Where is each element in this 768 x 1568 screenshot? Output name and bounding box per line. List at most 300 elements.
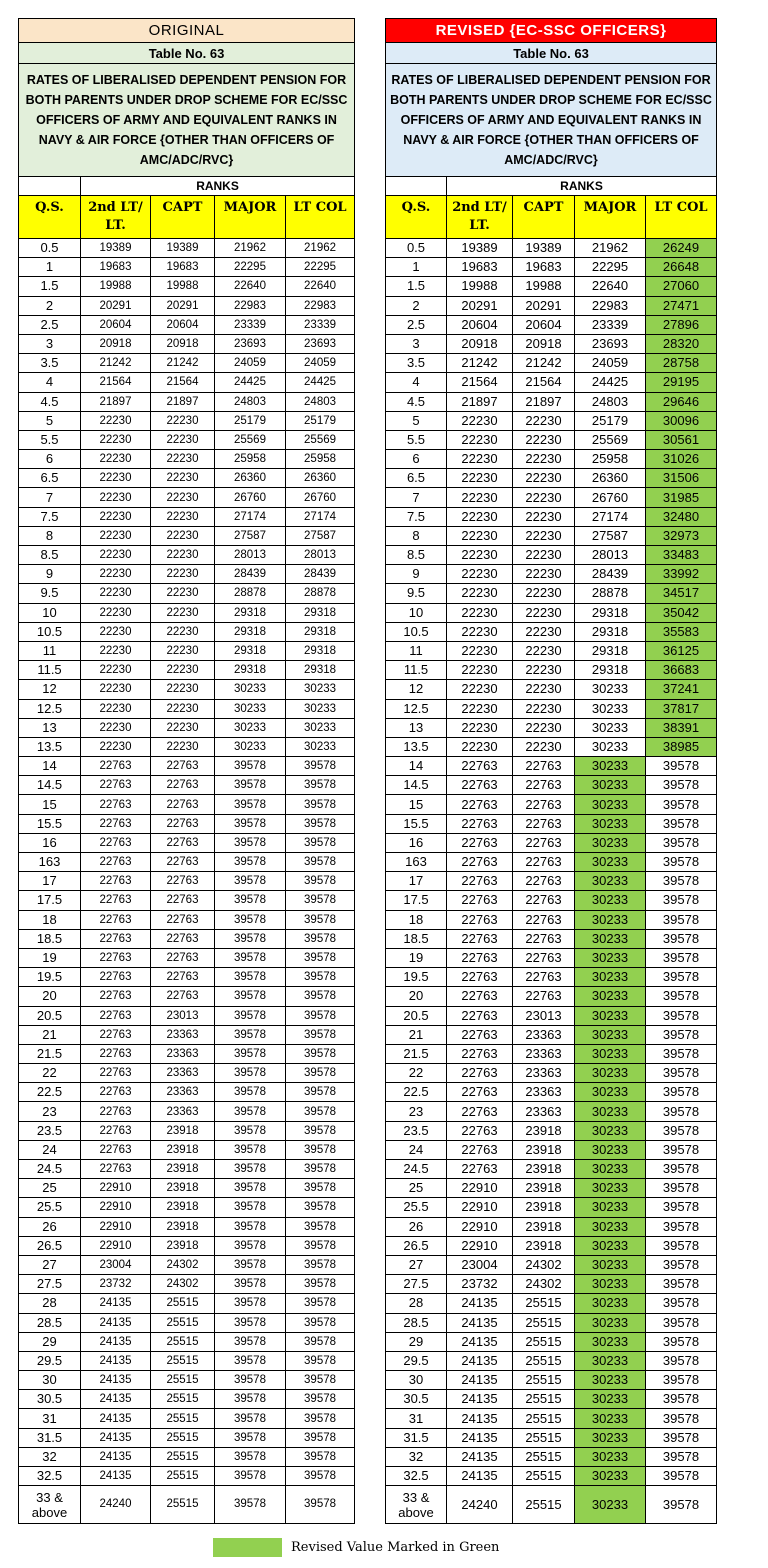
cell-qs: 0.5: [19, 239, 81, 258]
cell-major: 39578: [215, 1121, 286, 1140]
cell-qs: 16: [19, 833, 81, 852]
cell-2nd-lt: 22763: [81, 814, 151, 833]
cell-lt-col: 39578: [646, 1332, 717, 1351]
cell-major: 39578: [215, 910, 286, 929]
cell-major: 29318: [575, 622, 646, 641]
cell-2nd-lt: 24135: [81, 1371, 151, 1390]
cell-major: 24803: [575, 392, 646, 411]
cell-qs: 32.5: [386, 1467, 447, 1486]
cell-major: 30233: [575, 1217, 646, 1236]
column-header-2nd-lt: 2nd LT/ LT.: [447, 196, 513, 239]
cell-capt: 22763: [513, 872, 575, 891]
cell-2nd-lt: 24135: [447, 1294, 513, 1313]
cell-capt: 25515: [513, 1351, 575, 1370]
table-row: [19, 603, 355, 622]
cell-lt-col: 29318: [286, 641, 355, 660]
cell-capt: 22230: [513, 526, 575, 545]
cell-qs: 6.5: [386, 469, 447, 488]
table-row: [386, 1294, 717, 1313]
table-row: [19, 680, 355, 699]
cell-major: 39578: [215, 968, 286, 987]
cell-capt: 21897: [513, 392, 575, 411]
cell-2nd-lt: 22230: [81, 699, 151, 718]
cell-2nd-lt: 22763: [81, 833, 151, 852]
cell-lt-col: 39578: [646, 1467, 717, 1486]
cell-capt: 22763: [151, 776, 215, 795]
revised-table-number: Table No. 63: [386, 43, 717, 64]
cell-major: 30233: [575, 1390, 646, 1409]
table-row: [19, 1275, 355, 1294]
column-header-qs: Q.S.: [19, 196, 81, 239]
table-row: [386, 1198, 717, 1217]
cell-major: 30233: [575, 1486, 646, 1524]
cell-major: 30233: [575, 1313, 646, 1332]
cell-major: 24425: [575, 373, 646, 392]
cell-lt-col: 28013: [286, 546, 355, 565]
cell-lt-col: 39578: [286, 1313, 355, 1332]
column-header-capt: CAPT: [151, 196, 215, 239]
cell-lt-col: 26760: [286, 488, 355, 507]
cell-capt: 23363: [513, 1102, 575, 1121]
cell-2nd-lt: 22763: [447, 872, 513, 891]
cell-lt-col: 30096: [646, 411, 717, 430]
cell-capt: 25515: [151, 1486, 215, 1524]
cell-major: 30233: [575, 987, 646, 1006]
cell-qs: 20.5: [386, 1006, 447, 1025]
cell-2nd-lt: 22230: [447, 699, 513, 718]
cell-2nd-lt: 22763: [447, 1064, 513, 1083]
table-row: [19, 1409, 355, 1428]
cell-major: 30233: [575, 1160, 646, 1179]
cell-lt-col: 27587: [286, 526, 355, 545]
cell-lt-col: 30233: [286, 680, 355, 699]
cell-capt: 19389: [513, 239, 575, 258]
cell-major: 39578: [215, 1083, 286, 1102]
cell-major: 28878: [215, 584, 286, 603]
cell-capt: 23918: [513, 1121, 575, 1140]
cell-qs: 9: [386, 565, 447, 584]
table-row: [19, 296, 355, 315]
cell-lt-col: 39578: [646, 814, 717, 833]
cell-capt: 22230: [513, 565, 575, 584]
cell-major: 30233: [575, 833, 646, 852]
cell-capt: 22763: [513, 968, 575, 987]
cell-qs: 19.5: [19, 968, 81, 987]
table-row: [19, 1294, 355, 1313]
cell-major: 30233: [575, 1294, 646, 1313]
cell-major: 30233: [575, 1236, 646, 1255]
cell-capt: 25515: [513, 1390, 575, 1409]
table-row: [386, 1313, 717, 1332]
cell-lt-col: 24059: [286, 354, 355, 373]
table-row: [386, 699, 717, 718]
cell-2nd-lt: 24135: [81, 1313, 151, 1332]
cell-major: 29318: [215, 661, 286, 680]
cell-lt-col: 39578: [286, 1467, 355, 1486]
cell-major: 39578: [215, 948, 286, 967]
cell-qs: 14: [19, 757, 81, 776]
cell-2nd-lt: 22763: [81, 1083, 151, 1102]
table-row: [19, 795, 355, 814]
cell-capt: 22230: [513, 603, 575, 622]
revised-ranks-label: RANKS: [447, 177, 717, 196]
cell-lt-col: 39578: [646, 987, 717, 1006]
cell-qs: 30.5: [386, 1390, 447, 1409]
table-row: [386, 968, 717, 987]
cell-lt-col: 39578: [286, 833, 355, 852]
cell-lt-col: 39578: [646, 1486, 717, 1524]
cell-lt-col: 36125: [646, 641, 717, 660]
table-row: [386, 622, 717, 641]
cell-major: 30233: [575, 968, 646, 987]
cell-capt: 22230: [151, 737, 215, 756]
cell-2nd-lt: 22230: [81, 661, 151, 680]
cell-2nd-lt: 24135: [447, 1313, 513, 1332]
cell-capt: 22230: [513, 450, 575, 469]
cell-lt-col: 39578: [286, 1140, 355, 1159]
cell-major: 21962: [575, 239, 646, 258]
cell-capt: 23363: [513, 1025, 575, 1044]
cell-2nd-lt: 24135: [447, 1351, 513, 1370]
table-row: [19, 929, 355, 948]
cell-major: 30233: [575, 795, 646, 814]
table-row: [19, 526, 355, 545]
cell-2nd-lt: 22763: [447, 1083, 513, 1102]
cell-major: 30233: [575, 757, 646, 776]
cell-lt-col: 39578: [646, 1428, 717, 1447]
cell-capt: 22230: [513, 488, 575, 507]
cell-qs: 9.5: [19, 584, 81, 603]
cell-major: 22983: [575, 296, 646, 315]
cell-qs: 28: [386, 1294, 447, 1313]
cell-major: 39578: [215, 1447, 286, 1466]
cell-capt: 22230: [513, 430, 575, 449]
cell-2nd-lt: 24135: [447, 1390, 513, 1409]
cell-qs: 25: [386, 1179, 447, 1198]
table-row: [386, 776, 717, 795]
cell-major: 39578: [215, 872, 286, 891]
table-row: [19, 239, 355, 258]
cell-2nd-lt: 24135: [81, 1351, 151, 1370]
cell-qs: 22.5: [19, 1083, 81, 1102]
cell-2nd-lt: 22230: [81, 507, 151, 526]
cell-2nd-lt: 24135: [447, 1447, 513, 1466]
cell-qs: 7.5: [19, 507, 81, 526]
table-row: [386, 814, 717, 833]
cell-capt: 22763: [513, 814, 575, 833]
cell-capt: 20604: [513, 315, 575, 334]
cell-lt-col: 39578: [646, 1121, 717, 1140]
cell-capt: 22230: [151, 603, 215, 622]
cell-major: 39578: [215, 1313, 286, 1332]
cell-qs: 25: [19, 1179, 81, 1198]
cell-capt: 25515: [151, 1371, 215, 1390]
cell-major: 39578: [215, 1294, 286, 1313]
table-row: [19, 737, 355, 756]
cell-lt-col: 26648: [646, 258, 717, 277]
cell-qs: 24.5: [386, 1160, 447, 1179]
cell-2nd-lt: 22763: [447, 757, 513, 776]
cell-major: 39578: [215, 929, 286, 948]
cell-lt-col: 22295: [286, 258, 355, 277]
table-row: [19, 1371, 355, 1390]
cell-capt: 25515: [513, 1447, 575, 1466]
cell-lt-col: 33992: [646, 565, 717, 584]
cell-lt-col: 26249: [646, 239, 717, 258]
table-row: [19, 872, 355, 891]
table-row: [386, 737, 717, 756]
cell-major: 39578: [215, 1140, 286, 1159]
cell-major: 30233: [575, 1102, 646, 1121]
cell-capt: 25515: [513, 1486, 575, 1524]
cell-2nd-lt: 24135: [447, 1332, 513, 1351]
table-row: [19, 411, 355, 430]
cell-capt: 24302: [151, 1275, 215, 1294]
cell-2nd-lt: 22763: [81, 1044, 151, 1063]
cell-2nd-lt: 20291: [81, 296, 151, 315]
cell-2nd-lt: 22763: [447, 1025, 513, 1044]
cell-major: 30233: [575, 1332, 646, 1351]
cell-capt: 25515: [513, 1409, 575, 1428]
cell-capt: 22763: [513, 987, 575, 1006]
cell-major: 25179: [575, 411, 646, 430]
cell-2nd-lt: 22763: [81, 757, 151, 776]
cell-qs: 28: [19, 1294, 81, 1313]
cell-qs: 29.5: [386, 1351, 447, 1370]
cell-major: 39578: [215, 1217, 286, 1236]
cell-capt: 25515: [151, 1467, 215, 1486]
cell-major: 30233: [575, 1121, 646, 1140]
cell-2nd-lt: 22230: [81, 622, 151, 641]
table-row: [19, 853, 355, 872]
cell-qs: 16: [386, 833, 447, 852]
cell-capt: 25515: [151, 1390, 215, 1409]
table-row: [386, 833, 717, 852]
cell-lt-col: 30233: [286, 718, 355, 737]
cell-2nd-lt: 24135: [81, 1332, 151, 1351]
cell-capt: 22230: [513, 718, 575, 737]
cell-lt-col: 39578: [286, 1428, 355, 1447]
cell-major: 30233: [575, 910, 646, 929]
table-row: [19, 1064, 355, 1083]
cell-qs: 1: [386, 258, 447, 277]
cell-capt: 19683: [513, 258, 575, 277]
table-row: [19, 1083, 355, 1102]
cell-capt: 23918: [151, 1198, 215, 1217]
cell-capt: 22763: [151, 757, 215, 776]
cell-qs: 19: [19, 948, 81, 967]
column-header-lt-col: LT COL: [646, 196, 717, 239]
cell-2nd-lt: 22230: [447, 488, 513, 507]
cell-major: 26760: [215, 488, 286, 507]
cell-lt-col: 39578: [646, 910, 717, 929]
table-row: [386, 1025, 717, 1044]
cell-qs: 8.5: [386, 546, 447, 565]
cell-2nd-lt: 22230: [81, 430, 151, 449]
table-row: [19, 373, 355, 392]
cell-qs: 11.5: [386, 661, 447, 680]
table-row: [386, 526, 717, 545]
cell-capt: 22763: [513, 853, 575, 872]
cell-qs: 3: [386, 334, 447, 353]
cell-major: 39578: [215, 1064, 286, 1083]
cell-2nd-lt: 19389: [447, 239, 513, 258]
cell-qs: 1.5: [386, 277, 447, 296]
cell-lt-col: 39578: [286, 1179, 355, 1198]
table-row: [19, 546, 355, 565]
original-table: [18, 18, 355, 1524]
cell-2nd-lt: 20604: [81, 315, 151, 334]
table-row: [386, 1236, 717, 1255]
cell-2nd-lt: 22763: [447, 1160, 513, 1179]
cell-capt: 22230: [151, 584, 215, 603]
cell-2nd-lt: 22763: [447, 929, 513, 948]
cell-capt: 22763: [151, 814, 215, 833]
cell-2nd-lt: 22763: [81, 1006, 151, 1025]
cell-2nd-lt: 24135: [81, 1428, 151, 1447]
column-header-major: MAJOR: [215, 196, 286, 239]
cell-2nd-lt: 22763: [81, 795, 151, 814]
cell-qs: 32.5: [19, 1467, 81, 1486]
cell-qs: 12.5: [19, 699, 81, 718]
cell-major: 30233: [575, 948, 646, 967]
cell-lt-col: 39578: [646, 1044, 717, 1063]
cell-capt: 22230: [151, 680, 215, 699]
table-row: [386, 258, 717, 277]
cell-2nd-lt: 23004: [447, 1255, 513, 1274]
table-row: [386, 392, 717, 411]
table-row: [19, 469, 355, 488]
cell-capt: 22230: [513, 737, 575, 756]
cell-lt-col: 37817: [646, 699, 717, 718]
cell-qs: 25.5: [19, 1198, 81, 1217]
cell-lt-col: 32973: [646, 526, 717, 545]
cell-lt-col: 33483: [646, 546, 717, 565]
cell-major: 30233: [575, 1140, 646, 1159]
cell-2nd-lt: 22763: [81, 1160, 151, 1179]
table-row: [19, 258, 355, 277]
cell-qs: 10: [386, 603, 447, 622]
cell-lt-col: 39578: [646, 1217, 717, 1236]
cell-2nd-lt: 19988: [447, 277, 513, 296]
cell-capt: 25515: [151, 1428, 215, 1447]
cell-lt-col: 22983: [286, 296, 355, 315]
column-header-qs: Q.S.: [386, 196, 447, 239]
cell-capt: 21564: [151, 373, 215, 392]
cell-lt-col: 28439: [286, 565, 355, 584]
cell-lt-col: 39578: [646, 1102, 717, 1121]
cell-capt: 24302: [151, 1255, 215, 1274]
table-row: [386, 277, 717, 296]
cell-major: 39578: [215, 1198, 286, 1217]
cell-qs: 6: [19, 450, 81, 469]
table-row: [19, 1313, 355, 1332]
cell-capt: 22763: [513, 891, 575, 910]
cell-2nd-lt: 22763: [447, 891, 513, 910]
cell-2nd-lt: 22763: [447, 833, 513, 852]
revised-table-panel: [385, 18, 716, 1524]
table-row: [19, 1006, 355, 1025]
column-header-lt-col: LT COL: [286, 196, 355, 239]
cell-2nd-lt: 19389: [81, 239, 151, 258]
table-row: [386, 1409, 717, 1428]
table-row: [386, 239, 717, 258]
cell-2nd-lt: 22230: [81, 565, 151, 584]
cell-2nd-lt: 22763: [81, 1140, 151, 1159]
cell-major: 28013: [215, 546, 286, 565]
cell-qs: 6.5: [19, 469, 81, 488]
table-row: [386, 507, 717, 526]
cell-capt: 22763: [151, 891, 215, 910]
cell-major: 22640: [575, 277, 646, 296]
cell-qs: 3: [19, 334, 81, 353]
cell-capt: 22763: [513, 929, 575, 948]
cell-lt-col: 39578: [286, 1275, 355, 1294]
cell-qs: 2.5: [386, 315, 447, 334]
cell-capt: 20918: [151, 334, 215, 353]
cell-2nd-lt: 22763: [447, 948, 513, 967]
cell-qs: 2.5: [19, 315, 81, 334]
cell-major: 30233: [575, 1064, 646, 1083]
cell-capt: 22230: [151, 450, 215, 469]
table-row: [386, 411, 717, 430]
cell-lt-col: 39578: [286, 1217, 355, 1236]
cell-lt-col: 25179: [286, 411, 355, 430]
cell-capt: 23918: [151, 1121, 215, 1140]
cell-lt-col: 39578: [646, 1371, 717, 1390]
cell-qs: 20.5: [19, 1006, 81, 1025]
table-row: [386, 661, 717, 680]
cell-capt: 22230: [513, 699, 575, 718]
cell-lt-col: 39578: [286, 1006, 355, 1025]
column-header-major: MAJOR: [575, 196, 646, 239]
cell-major: 30233: [575, 853, 646, 872]
cell-lt-col: 39578: [646, 1064, 717, 1083]
cell-capt: 22763: [151, 948, 215, 967]
cell-2nd-lt: 21564: [447, 373, 513, 392]
cell-lt-col: 30233: [286, 737, 355, 756]
cell-qs: 21: [19, 1025, 81, 1044]
cell-major: 30233: [575, 1275, 646, 1294]
cell-2nd-lt: 22910: [447, 1236, 513, 1255]
cell-qs: 27.5: [19, 1275, 81, 1294]
cell-lt-col: 39578: [646, 757, 717, 776]
table-row: [19, 1179, 355, 1198]
cell-major: 30233: [575, 680, 646, 699]
cell-2nd-lt: 22230: [447, 526, 513, 545]
table-row: [19, 1217, 355, 1236]
cell-2nd-lt: 22763: [447, 910, 513, 929]
cell-2nd-lt: 22763: [447, 853, 513, 872]
cell-qs: 20: [19, 987, 81, 1006]
table-row: [386, 603, 717, 622]
table-row: [19, 1428, 355, 1447]
table-row: [386, 1486, 717, 1524]
cell-2nd-lt: 22763: [81, 987, 151, 1006]
table-row: [19, 488, 355, 507]
cell-lt-col: 39578: [286, 1390, 355, 1409]
cell-major: 39578: [215, 1236, 286, 1255]
cell-2nd-lt: 22230: [447, 603, 513, 622]
table-row: [386, 1255, 717, 1274]
cell-major: 29318: [215, 641, 286, 660]
cell-lt-col: 39578: [286, 968, 355, 987]
table-row: [19, 1140, 355, 1159]
cell-2nd-lt: 23732: [81, 1275, 151, 1294]
cell-major: 23339: [215, 315, 286, 334]
cell-qs: 24: [19, 1140, 81, 1159]
cell-qs: 29.5: [19, 1351, 81, 1370]
